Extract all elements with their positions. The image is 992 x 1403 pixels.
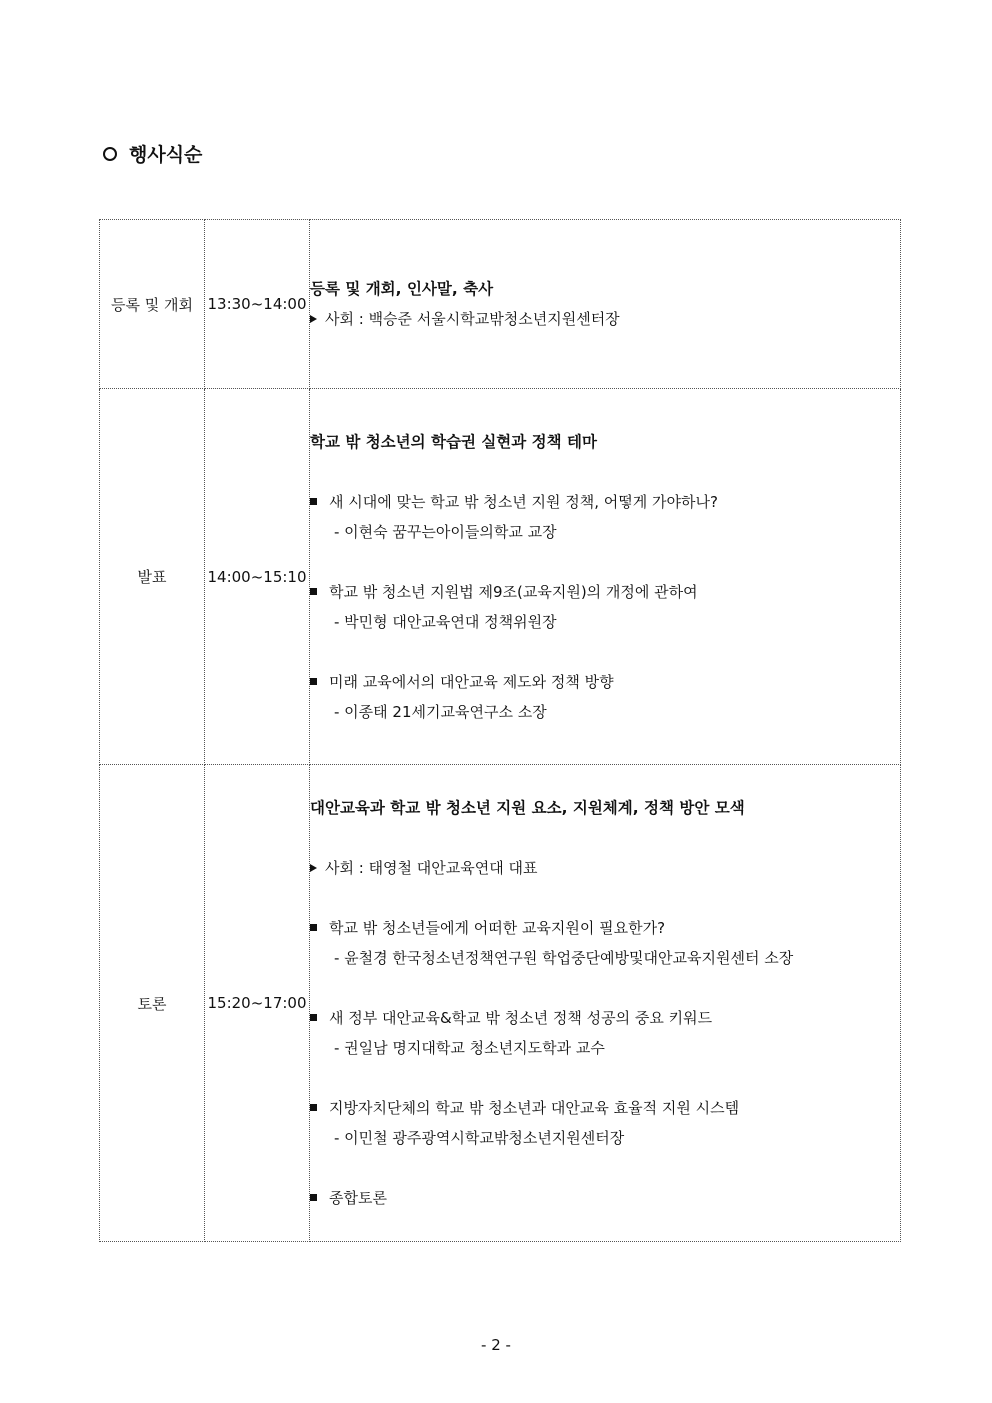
speaker-line: - 권일남 명지대학교 청소년지도학과 교수 bbox=[334, 1039, 605, 1057]
category-cell: 발표 bbox=[100, 389, 205, 765]
topic-line bbox=[310, 1188, 900, 1208]
session-title: 등록 및 개회, 인사말, 축사 bbox=[310, 280, 494, 298]
triangle-bullet-icon bbox=[310, 315, 317, 323]
time-cell: 15:20~17:00 bbox=[205, 765, 310, 1242]
triangle-bullet-icon bbox=[310, 864, 317, 872]
square-bullet-icon bbox=[310, 1104, 317, 1111]
time-cell: 14:00~15:10 bbox=[205, 389, 310, 765]
circle-bullet-icon bbox=[103, 147, 117, 161]
topic-line bbox=[310, 582, 900, 602]
topic-line bbox=[310, 672, 900, 692]
content-cell bbox=[310, 389, 901, 765]
table-row bbox=[100, 389, 901, 765]
session-title: 대안교육과 학교 밖 청소년 지원 요소, 지원체계, 정책 방안 모색 bbox=[310, 799, 745, 817]
section-heading bbox=[103, 140, 202, 167]
time-cell: 13:30~14:00 bbox=[205, 220, 310, 389]
session-title: 학교 밖 청소년의 학습권 실현과 정책 테마 bbox=[310, 432, 597, 451]
table-row bbox=[100, 220, 901, 389]
topic-line bbox=[310, 1098, 900, 1118]
topic-text: 새 정부 대안교육&학교 밖 청소년 정책 성공의 중요 키워드 bbox=[329, 1009, 713, 1027]
moderator-line bbox=[310, 858, 900, 878]
moderator-text: 사회 : 태영철 대안교육연대 대표 bbox=[325, 859, 538, 877]
speaker-line: - 윤철경 한국청소년정책연구원 학업중단예방및대안교육지원센터 소장 bbox=[334, 949, 794, 967]
topic-text: 새 시대에 맞는 학교 밖 청소년 지원 정책, 어떻게 가야하나? bbox=[329, 492, 718, 511]
topic-text: 학교 밖 청소년들에게 어떠한 교육지원이 필요한가? bbox=[329, 919, 666, 937]
speaker-line: - 박민형 대안교육연대 정책위원장 bbox=[334, 612, 557, 631]
content-cell bbox=[310, 220, 901, 389]
page-number: - 2 - bbox=[481, 1336, 511, 1354]
table-row bbox=[100, 765, 901, 1242]
topic-line bbox=[310, 492, 900, 512]
square-bullet-icon bbox=[310, 1194, 317, 1201]
moderator-line bbox=[310, 309, 900, 329]
topic-line bbox=[310, 918, 900, 938]
topic-text: 미래 교육에서의 대안교육 제도와 정책 방향 bbox=[329, 672, 614, 691]
moderator-text: 사회 : 백승준 서울시학교밖청소년지원센터장 bbox=[325, 310, 620, 328]
speaker-line: - 이현숙 꿈꾸는아이들의학교 교장 bbox=[334, 522, 557, 541]
topic-text: 종합토론 bbox=[329, 1189, 387, 1207]
content-cell bbox=[310, 765, 901, 1242]
square-bullet-icon bbox=[310, 924, 317, 931]
section-title: 행사식순 bbox=[129, 144, 203, 166]
square-bullet-icon bbox=[310, 1014, 317, 1021]
category-cell: 등록 및 개회 bbox=[100, 220, 205, 389]
topic-line bbox=[310, 1008, 900, 1028]
category-cell: 토론 bbox=[100, 765, 205, 1242]
topic-text: 지방자치단체의 학교 밖 청소년과 대안교육 효율적 지원 시스템 bbox=[329, 1099, 740, 1117]
topic-text: 학교 밖 청소년 지원법 제9조(교육지원)의 개정에 관하여 bbox=[329, 582, 698, 601]
square-bullet-icon bbox=[310, 678, 317, 685]
program-table bbox=[99, 219, 901, 1242]
speaker-line: - 이종태 21세기교육연구소 소장 bbox=[334, 702, 547, 721]
square-bullet-icon bbox=[310, 588, 317, 595]
speaker-line: - 이민철 광주광역시학교밖청소년지원센터장 bbox=[334, 1129, 625, 1147]
square-bullet-icon bbox=[310, 498, 317, 505]
